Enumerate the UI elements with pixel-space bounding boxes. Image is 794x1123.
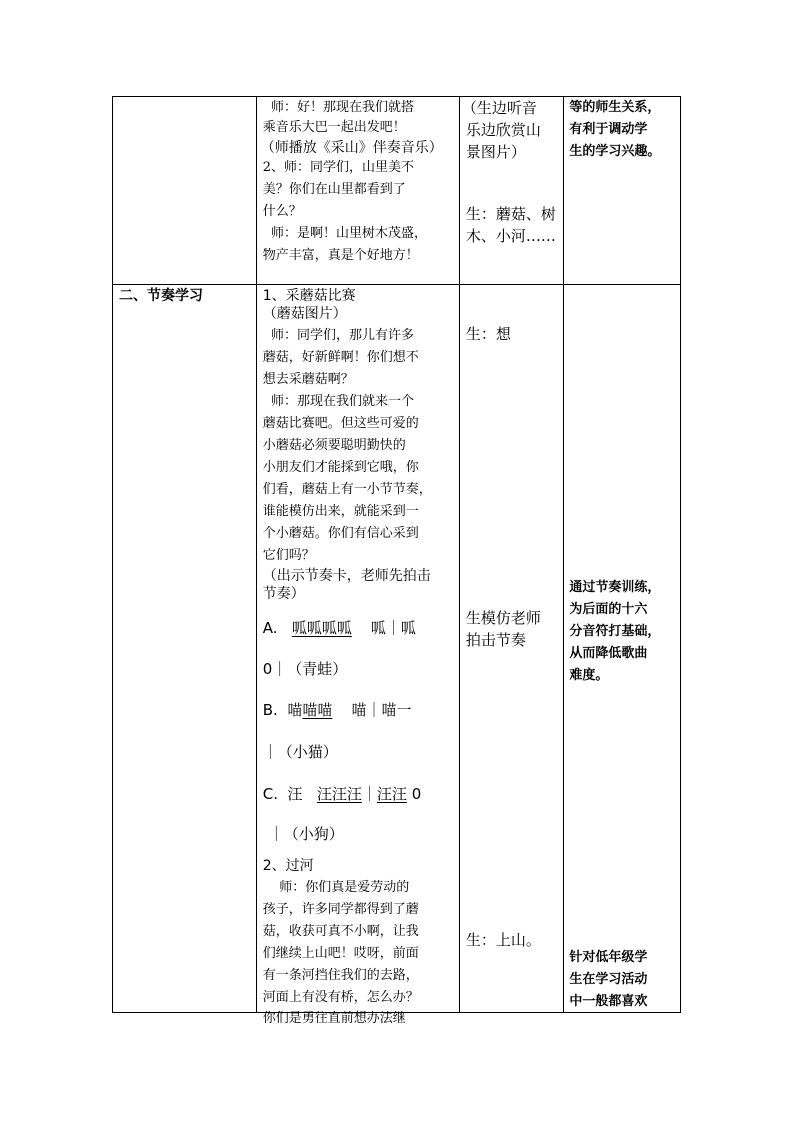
teacher-line: 美？你们在山里都看到了 xyxy=(262,182,406,197)
student-line: 景图片） xyxy=(465,143,526,161)
rhythm-b xyxy=(263,701,412,719)
teacher-line: 师：你们真是爱劳动的 xyxy=(262,880,410,895)
teacher-line: 们看，蘑菇上有一小节节奏， xyxy=(262,482,432,497)
teacher-line: 师：那现在我们就来一个 xyxy=(262,394,415,409)
student-line: 生模仿老师 xyxy=(465,609,541,627)
intent-line: 有利于调动学 xyxy=(569,122,648,137)
rhythm-bar: ｜ xyxy=(361,785,377,803)
teacher-line: （蘑菇图片） xyxy=(262,306,347,322)
teacher-line: 节奏） xyxy=(262,586,305,602)
teacher-line: 物产丰富，真是个好地方！ xyxy=(262,248,419,263)
section-label: 二、节奏学习 xyxy=(119,288,203,304)
student-line: （生边听音 xyxy=(461,99,537,117)
student-line: 生：想 xyxy=(465,325,511,343)
teacher-line: 菇，收获可真不小啊，让我 xyxy=(262,924,419,939)
rhythm-label: B. xyxy=(262,701,278,719)
teacher-activity-cell xyxy=(256,97,459,285)
rhythm-label: A. xyxy=(262,619,278,637)
student-line: 乐边欣赏山 xyxy=(465,121,541,139)
intent-line: 等的师生关系， xyxy=(569,100,661,115)
intent-line: 从而降低歌曲 xyxy=(569,646,648,661)
rhythm-beat-group: 呱呱呱呱 xyxy=(291,619,352,637)
rhythm-label: C. xyxy=(262,785,278,803)
section-cell xyxy=(113,285,257,1013)
teacher-line: 你们是勇往直前想办法继 xyxy=(262,1011,406,1026)
teacher-line: 什么？ xyxy=(262,204,302,219)
student-line: 生：蘑菇、树 xyxy=(465,205,556,223)
design-intent-cell xyxy=(564,285,681,1013)
rhythm-a xyxy=(263,619,416,637)
rhythm-c xyxy=(263,785,422,803)
teacher-line: 师：好！那现在我们就搭 xyxy=(262,100,415,115)
teacher-line: 1、采蘑菇比赛 xyxy=(262,288,356,304)
intent-line: 生的学习兴趣。 xyxy=(569,144,661,159)
teacher-line: （师播放《采山》伴奏音乐） xyxy=(260,140,443,156)
teacher-line: 谁能模仿出来，就能采到一 xyxy=(262,504,419,519)
teacher-line: 有一条河挡住我们的去路， xyxy=(262,968,419,983)
intent-line: 通过节奏训练， xyxy=(569,580,661,595)
teacher-activity-cell xyxy=(256,285,459,1026)
teacher-line: 河面上有没有桥，怎么办？ xyxy=(262,990,419,1005)
rhythm-beat: 汪 xyxy=(287,785,303,803)
rhythm-a-line2: 0｜（青蛙） xyxy=(262,660,348,678)
student-line: 拍击节奏 xyxy=(465,631,526,649)
teacher-line: 2、过河 xyxy=(262,858,314,874)
teacher-line: 孩子，许多同学都得到了蘑 xyxy=(262,902,419,917)
teacher-line: 小蘑菇必须要聪明勤快的 xyxy=(262,438,406,453)
teacher-line: 师：是啊！山里树木茂盛， xyxy=(262,226,428,241)
student-line: 木、小河…… xyxy=(465,227,556,245)
intent-line: 中一般都喜欢 xyxy=(569,994,648,1009)
rhythm-beat-group: 汪汪 xyxy=(376,785,407,803)
section-cell xyxy=(113,97,257,285)
intent-line: 针对低年级学 xyxy=(569,950,648,965)
student-activity-cell xyxy=(459,285,564,1013)
rhythm-beat: 喵｜喵一 xyxy=(351,701,412,719)
intent-line: 难度。 xyxy=(569,668,609,683)
teacher-line: 想去采蘑菇啊？ xyxy=(262,372,354,387)
rhythm-beat: 喵 xyxy=(287,701,303,719)
teacher-line: 师：同学们，那儿有许多 xyxy=(262,328,415,343)
rhythm-b-line2: ｜（小猫） xyxy=(262,743,338,761)
design-intent-cell xyxy=(564,97,681,285)
teacher-line: 蘑菇，好新鲜啊！你们想不 xyxy=(262,350,419,365)
teacher-line: 它们吗？ xyxy=(262,548,315,563)
teacher-line: 们继续上山吧！哎呀，前面 xyxy=(262,946,419,961)
rhythm-beat-group: 汪汪汪 xyxy=(316,785,362,803)
student-activity-cell xyxy=(459,97,564,285)
teacher-line: 2、师：同学们，山里美不 xyxy=(262,160,415,175)
teacher-line: 乘音乐大巴一起出发吧！ xyxy=(262,120,406,135)
rhythm-beat: 0 xyxy=(411,785,422,803)
intent-line: 分音符打基础， xyxy=(569,624,661,639)
table-row xyxy=(113,97,681,285)
teacher-line: 小朋友们才能採到它哦，你 xyxy=(262,460,419,475)
intent-line: 生在学习活动 xyxy=(569,972,648,987)
teacher-line: （出示节奏卡，老师先拍击 xyxy=(262,568,431,584)
student-line: 生：上山。 xyxy=(465,931,541,949)
lesson-plan-table xyxy=(112,96,681,1026)
teacher-line: 蘑菇比赛吧。但这些可爱的 xyxy=(262,416,419,431)
table-row xyxy=(113,285,681,1013)
intent-line: 为后面的十六 xyxy=(569,602,648,617)
rhythm-beat: 呱｜呱 xyxy=(370,619,416,637)
rhythm-beat-group: 喵喵 xyxy=(302,701,333,719)
rhythm-c-line2: ｜（小狗） xyxy=(268,825,344,843)
teacher-line: 个小蘑菇。你们有信心采到 xyxy=(262,526,419,541)
